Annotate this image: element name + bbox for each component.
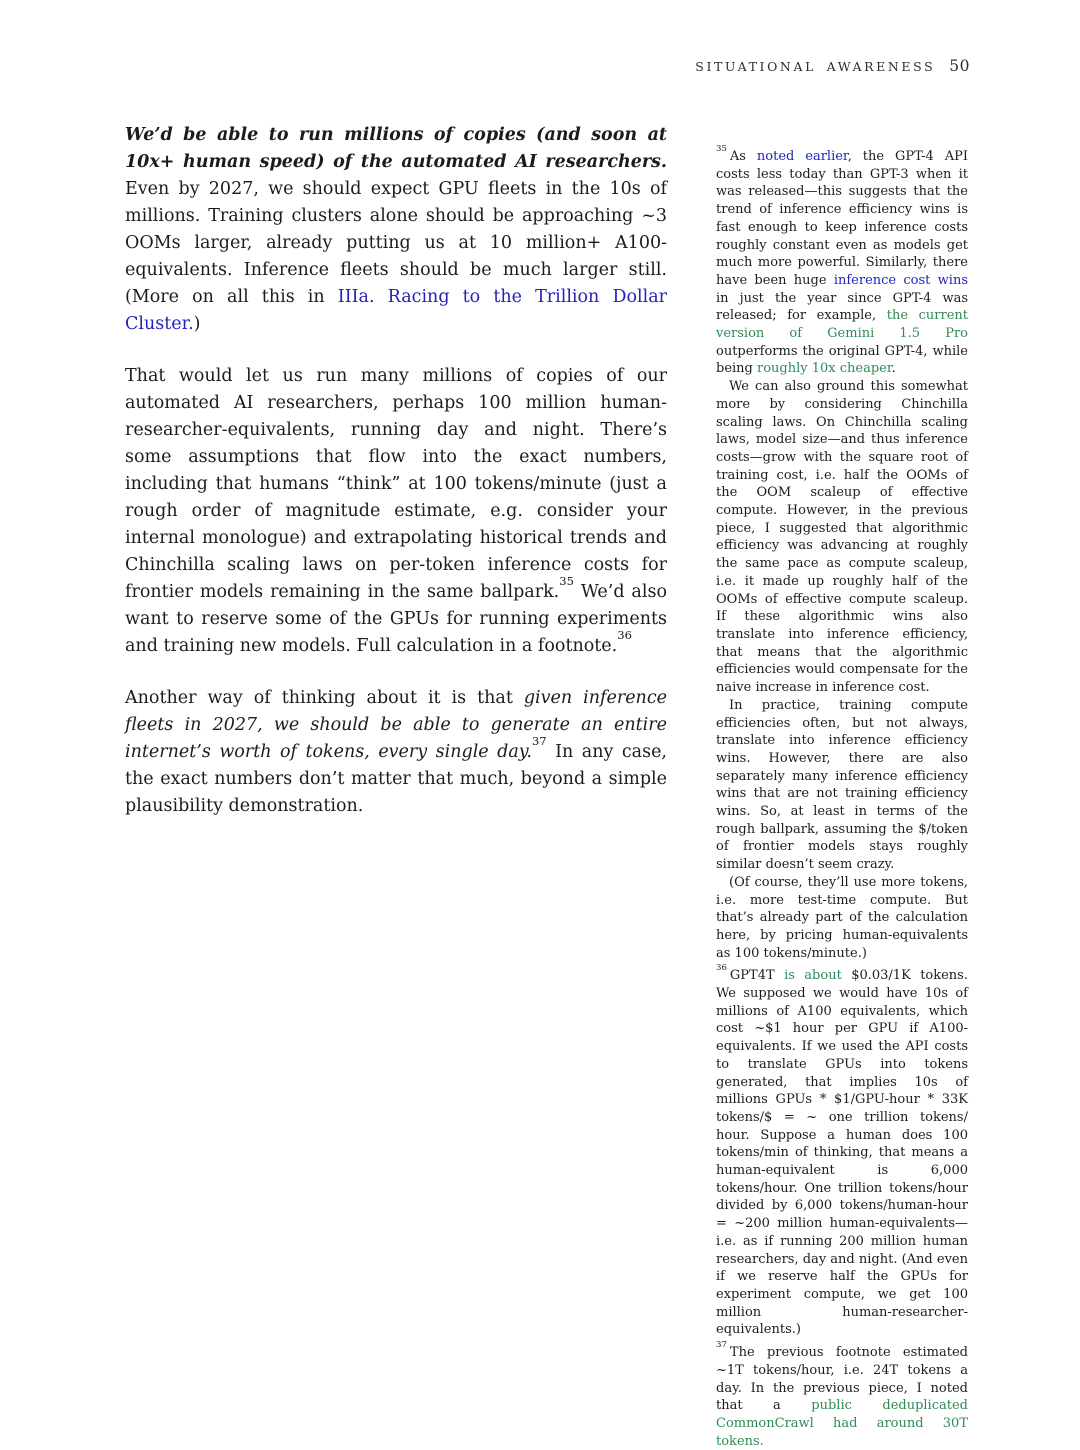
running-header-title: SITUATIONAL AWARENESS (695, 59, 936, 74)
body-paragraph (125, 363, 667, 660)
link-noted-earlier[interactable]: noted earlier (756, 149, 848, 164)
footnote-paragraph (716, 378, 968, 697)
text-run: , the GPT-4 API costs less today than GPT-3 when it was released—this suggests that the trend of inference efficiency wins is fast enough to keep inference costs roughly constant even as models get much more powerful. Similarly, there have been huge (716, 149, 968, 288)
footnote-marker: 36 (716, 963, 727, 974)
text-run: $0.03/1K tokens. We supposed we would have 10s of millions of A100 equivalents, which cost ~$1 hour per GPU if A100-equivalents. If we used the API costs to translate GPUs into tokens generated, that implies 10s of millions GPUs * $1/GPU-hour * 33K tokens/$ = ~ one trillion tokens/ hour. Suppose a human does 100 tokens/min of thinking, that means a human-equivalent is 6,000 tokens/hour. One trillion tokens/hour divided by 6,000 tokens/human-hour = ~200 million human-equivalents—i.e. as if running 200 million human researchers, day and night. (And even if we reserve half the GPUs for experiment compute, we get 100 million human-researcher-equivalents.) (716, 968, 968, 1338)
text-run: The previous footnote estimated ~1T tokens/hour, i.e. 24T tokens a day. In the previous piece, I noted that a (716, 1345, 968, 1414)
text-run: That would let us run many millions of copies of our automated AI researchers, perhaps 100 million human-researcher-equivalents, running day and night. There’s some assumptions that flow into the exact numbers, including that humans “think” at 100 tokens/minute (just a rough order of magnitude estimate, e.g. consider your internal monologue) and extrapolating historical trends and Chinchilla scaling laws on per-token inference costs for frontier models remaining in the same ballpark. (125, 366, 667, 602)
footnote-37 (716, 1339, 968, 1450)
footnote-ref: 37 (531, 733, 547, 748)
link-gemini-1-5-pro[interactable]: the current version of Gemini 1.5 Pro (716, 308, 969, 342)
text-run: given inference fleets in 2027, we should be able to generate an entire internet’s worth of tokens, every single day. (125, 688, 667, 762)
link-is-about[interactable]: is about (784, 968, 842, 984)
footnote-paragraph (716, 143, 969, 378)
text-run: GPT4T (729, 968, 785, 984)
text-run: outperforms the original GPT-4, while being (716, 343, 968, 377)
page-header (695, 57, 970, 75)
footnote-paragraph (716, 874, 968, 963)
footnote-paragraph (716, 697, 968, 874)
text-run: We’d be able to run millions of copies (and soon at 10x+ human speed) of the automated AI researchers. (125, 125, 667, 172)
body-paragraph (125, 122, 667, 338)
footnote-marker: 37 (716, 1339, 727, 1350)
sidenotes-column (716, 143, 969, 1450)
text-run: In practice, training compute efficiencies often, but not always, translate into inference efficiency wins. However, there are also separately many inference efficiency wins that are not training efficiency wins. So, at least in terms of the rough ballpark, assuming the $/token of frontier models stays roughly similar doesn’t seem crazy. (716, 697, 968, 873)
footnote-35 (716, 143, 969, 962)
text-run: In any case, the exact numbers don’t matter that much, beyond a simple plausibility demonstration. (125, 742, 667, 816)
link-commoncrawl-30t-tokens[interactable]: public deduplicated CommonCrawl had around 30T tokens. (716, 1398, 968, 1449)
footnote-marker: 35 (716, 143, 727, 154)
text-run: (Of course, they’ll use more tokens, i.e. more test-time compute. But that’s already part of the calculation here, by pricing human-equivalents as 100 tokens/minute.) (716, 874, 968, 961)
footnote-paragraph (716, 963, 968, 1339)
text-run: . (891, 361, 896, 377)
text-run: in just the year since GPT-4 was released; for example, (716, 290, 968, 324)
text-run: Even by 2027, we should expect GPU fleets in the 10s of millions. Training clusters alone should be approaching ~3 OOMs larger, already putting us at 10 million+ A100-equivalents. Inference fleets should be much larger still. (More on all this in (125, 179, 667, 307)
page-number: 50 (949, 57, 970, 75)
text-run: We’d also want to reserve some of the GPUs for running experiments and training new models. Full calculation in a footnote. (125, 582, 667, 656)
text-run: Another way of thinking about it is that (125, 688, 524, 708)
footnote-ref: 36 (617, 627, 632, 642)
text-run: We can also ground this somewhat more by considering Chinchilla scaling laws. On Chinchilla scaling laws, model size—and thus inference costs—grow with the square root of training cost, i.e. half the OOMs of the OOM scaleup of effective compute. However, in the previous piece, I suggested that algorithmic efficiency was advancing at roughly the same pace as compute scaleup, i.e. it made up roughly half of the OOMs of effective compute scaleup. If these algorithmic wins also translate into inference efficiency, that means that the algorithmic efficiencies would compensate for the naive increase in inference cost. (716, 379, 968, 696)
link-racing-to-the-trillion-dollar-cluster[interactable]: IIIa. Racing to the Trillion Dollar Cluster. (125, 287, 668, 334)
footnote-ref: 35 (559, 573, 574, 588)
footnote-36 (716, 963, 968, 1339)
footnote-paragraph (716, 1339, 968, 1450)
main-text-column (125, 122, 667, 820)
text-run: As (729, 149, 757, 164)
body-paragraph (125, 685, 667, 820)
link-inference-cost-wins[interactable]: inference cost wins (833, 272, 968, 288)
link-roughly-10x-cheaper[interactable]: roughly 10x cheaper (757, 361, 892, 377)
text-run: ) (193, 314, 201, 334)
